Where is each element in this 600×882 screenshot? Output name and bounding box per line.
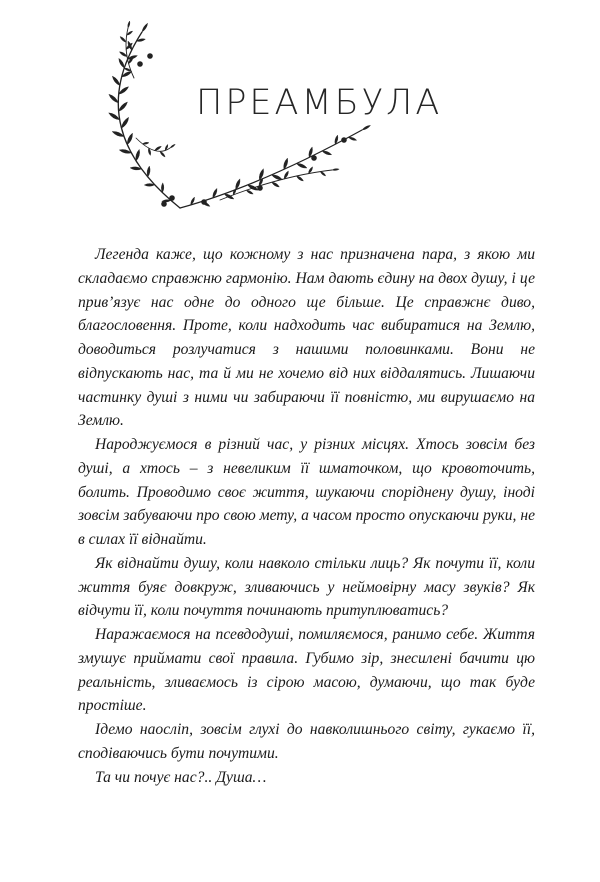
wreath-stem <box>136 138 170 151</box>
paragraph: Та чи почує нас?.. Душа… <box>95 768 267 786</box>
berry <box>342 138 347 143</box>
berry <box>312 156 317 161</box>
leaf <box>154 145 162 151</box>
paragraph: Як віднайти душу, коли навколо стільки лиць? Як почути її, коли життя буяє довкруж, зливаючись у неймовірну масу звуків? Як відчути її, коли почуття починають притуплюватись? <box>78 554 535 620</box>
leaf <box>118 58 126 69</box>
berry <box>148 54 153 59</box>
preamble-text <box>78 243 535 789</box>
laurel-wreath-icon <box>100 18 443 228</box>
paragraph: Легенда каже, що кожному з нас призначена пара, з якою ми складаємо справжню гармонію. Нам дають єдину на двох душу, і це прив’язує нас одне до одного ще більше. Це справжнє диво, благословення. Проте, коли надходить час вибиратися на Землю, доводиться розлучатися з нашими половинками. Вони не відпускають нас, та й ми не хочемо від них віддалятись. Лишаючи частинку душі з ними чи забираючи її повністю, ми вирушаємо на Землю. <box>78 246 535 430</box>
berry <box>202 200 207 205</box>
leaf <box>119 36 127 43</box>
leaf <box>271 181 280 188</box>
paragraph: Ідемо наосліп, зовсім глухі до навколишнього світу, гукаємо її, сподіваючись бути почутими. <box>78 721 535 762</box>
leaf <box>170 144 176 149</box>
paragraph: Наражаємося на псевдодуші, помиляємося, ранимо себе. Життя змушує приймати свої правила. Губимо зір, знесилені бачити цю реальність, зливаємось із сірою масою, думаючи, що так буде простіше. <box>78 626 535 715</box>
leaf <box>159 151 166 158</box>
leaf <box>108 93 120 104</box>
leaf <box>320 171 327 177</box>
paragraph: Народжуємося в різний час, у різних місцях. Хтось зовсім без душі, а хтось – з невеликим її шматочком, що кровоточить, болить. Проводимо своє життя, шукаючи споріднену душу, іноді зовсім забуваючи про свою мету, а часом просто опускаючи руки, не в силах її віднайти. <box>78 436 536 548</box>
leaf <box>361 124 370 131</box>
berry <box>162 202 167 207</box>
berry <box>258 186 263 191</box>
leaf <box>117 101 128 113</box>
leaf <box>141 23 149 33</box>
leaf <box>296 175 304 182</box>
berry <box>138 62 143 67</box>
berry <box>170 196 175 201</box>
leaf <box>127 21 130 28</box>
leaf <box>111 75 121 86</box>
leaf <box>246 189 254 195</box>
page-title: ПРЕАМБУЛА <box>196 83 443 123</box>
leaf <box>332 168 339 171</box>
leaf <box>120 116 130 129</box>
